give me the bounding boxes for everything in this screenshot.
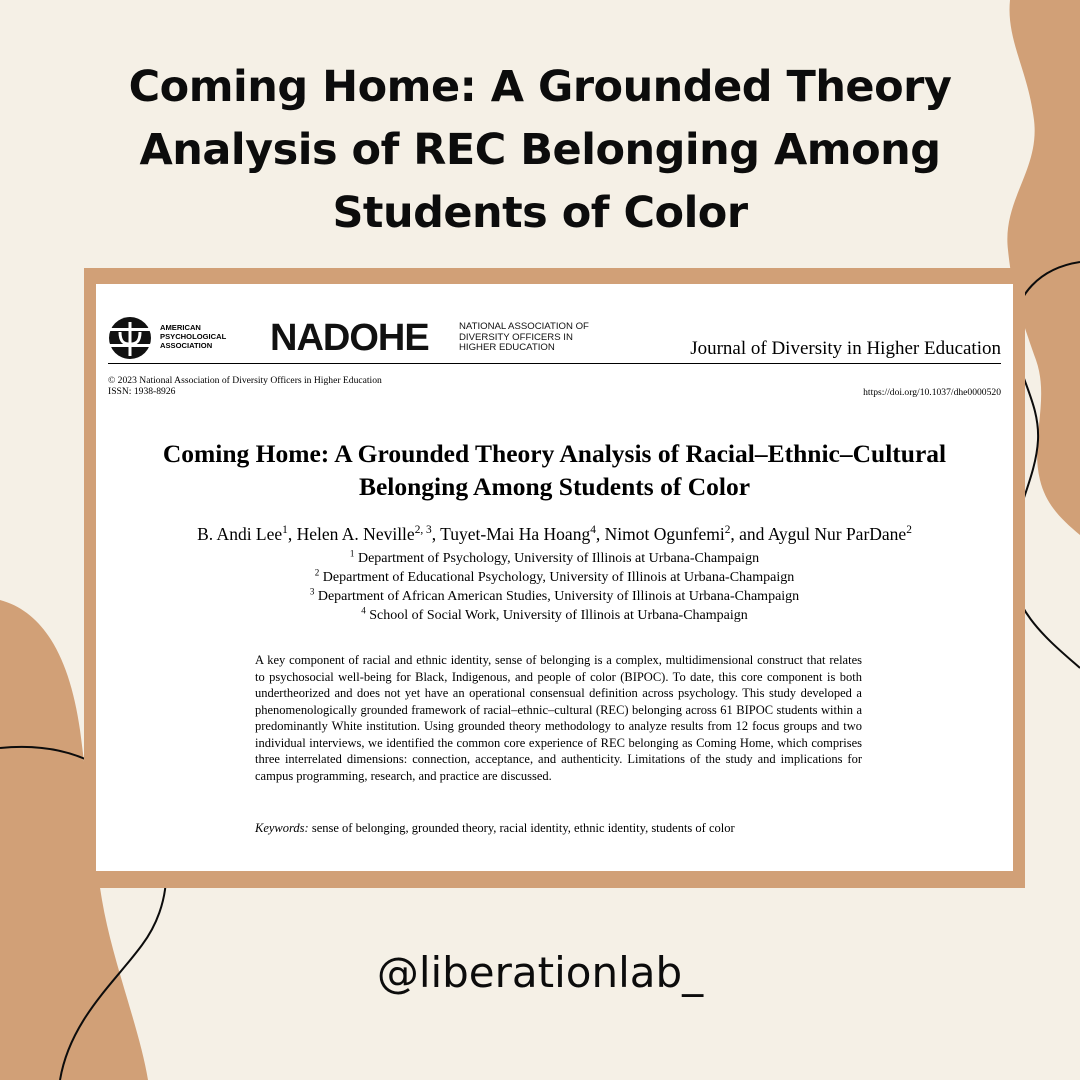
paper-frame xyxy=(84,268,1025,888)
doi-link[interactable]: https://doi.org/10.1037/dhe0000520 xyxy=(863,387,1001,398)
affiliation-text: Department of Educational Psychology, University of Illinois at Urbana-Champaign xyxy=(322,570,795,585)
author-affiliation-mark: 2, 3 xyxy=(414,524,432,537)
author-name: B. Andi Lee xyxy=(197,524,283,544)
affiliation-item xyxy=(96,606,1013,625)
author-name: Aygul Nur ParDane xyxy=(767,524,907,544)
paper-screenshot xyxy=(96,284,1013,871)
journal-name: Journal of Diversity in Higher Education xyxy=(690,338,1001,359)
author-list xyxy=(96,524,1013,545)
keywords-line xyxy=(255,821,862,836)
account-handle: @liberationlab_ xyxy=(376,948,704,997)
author-affiliation-mark: 4 xyxy=(590,524,596,537)
issn-line: ISSN: 1938-8926 xyxy=(108,385,176,397)
affiliation-number: 1 xyxy=(349,548,355,559)
nadohe-logo: NADOHE xyxy=(270,317,429,359)
author-name: Helen A. Neville xyxy=(296,524,415,544)
affiliation-item xyxy=(96,549,1013,568)
article-title xyxy=(96,437,1013,503)
affiliation-item xyxy=(96,568,1013,587)
author-separator: , xyxy=(595,524,605,544)
author-separator: , xyxy=(431,524,441,544)
copyright-line: © 2023 National Association of Diversity Officers in Higher Education xyxy=(108,375,382,386)
author-affiliation-mark: 2 xyxy=(906,524,912,537)
article-title-line-2: Belonging Among Students of Color xyxy=(358,472,751,501)
affiliation-list xyxy=(96,549,1013,625)
author-affiliation-mark: 2 xyxy=(724,524,731,537)
keywords-label: Keywords: xyxy=(255,821,309,835)
affiliation-text: School of Social Work, University of Illinois at Urbana-Champaign xyxy=(369,608,748,623)
affiliation-item xyxy=(96,587,1013,606)
keywords-text: sense of belonging, grounded theory, racial identity, ethnic identity, students of color xyxy=(311,821,735,835)
affiliation-number: 2 xyxy=(314,567,320,578)
author-name: Nimot Ogunfemi xyxy=(604,524,725,544)
abstract-text: A key component of racial and ethnic identity, sense of belonging is a complex, multidimensional construct that relates to psychosocial well-being for Black, Indigenous, and people of color (BIPOC). To date, this core component is both undertheorized and does not yet have an operational consensual definition across psychology. This study developed a phenomenologically grounded framework of racial–ethnic–cultural (REC) belonging across 61 BIPOC students within a predominantly White institution. Using grounded theory methodology to analyze results from 12 focus groups and two individual interviews, we identified the common core experience of REC belonging as Coming Home, which comprises three interrelated dimensions: connection, acceptance, and authenticity. Limitations of the study and implications for campus programming, research, and practice are discussed. xyxy=(255,653,862,783)
apa-name: AMERICAN PSYCHOLOGICAL ASSOCIATION xyxy=(160,323,227,350)
author-affiliation-mark: 1 xyxy=(282,524,288,537)
nadohe-full-name: NATIONAL ASSOCIATION OF DIVERSITY OFFICERS IN HIGHER EDUCATION xyxy=(459,321,589,353)
author-separator: , xyxy=(287,524,297,544)
post-headline: Coming Home: A Grounded Theory Analysis of REC Belonging Among Students of Color xyxy=(128,62,952,238)
author-separator: , and xyxy=(730,524,768,544)
copyright-block xyxy=(108,376,382,397)
affiliation-text: Department of African American Studies, University of Illinois at Urbana-Champaign xyxy=(317,589,800,604)
apa-psi-logo-icon xyxy=(108,316,152,360)
journal-header xyxy=(108,308,1001,364)
affiliation-number: 3 xyxy=(309,586,315,597)
affiliation-text: Department of Psychology, University of Illinois at Urbana-Champaign xyxy=(357,551,760,566)
affiliation-number: 4 xyxy=(361,605,366,616)
article-title-line-1: Coming Home: A Grounded Theory Analysis of Racial–Ethnic–Cultural xyxy=(162,439,947,468)
author-name: Tuyet-Mai Ha Hoang xyxy=(440,524,591,544)
